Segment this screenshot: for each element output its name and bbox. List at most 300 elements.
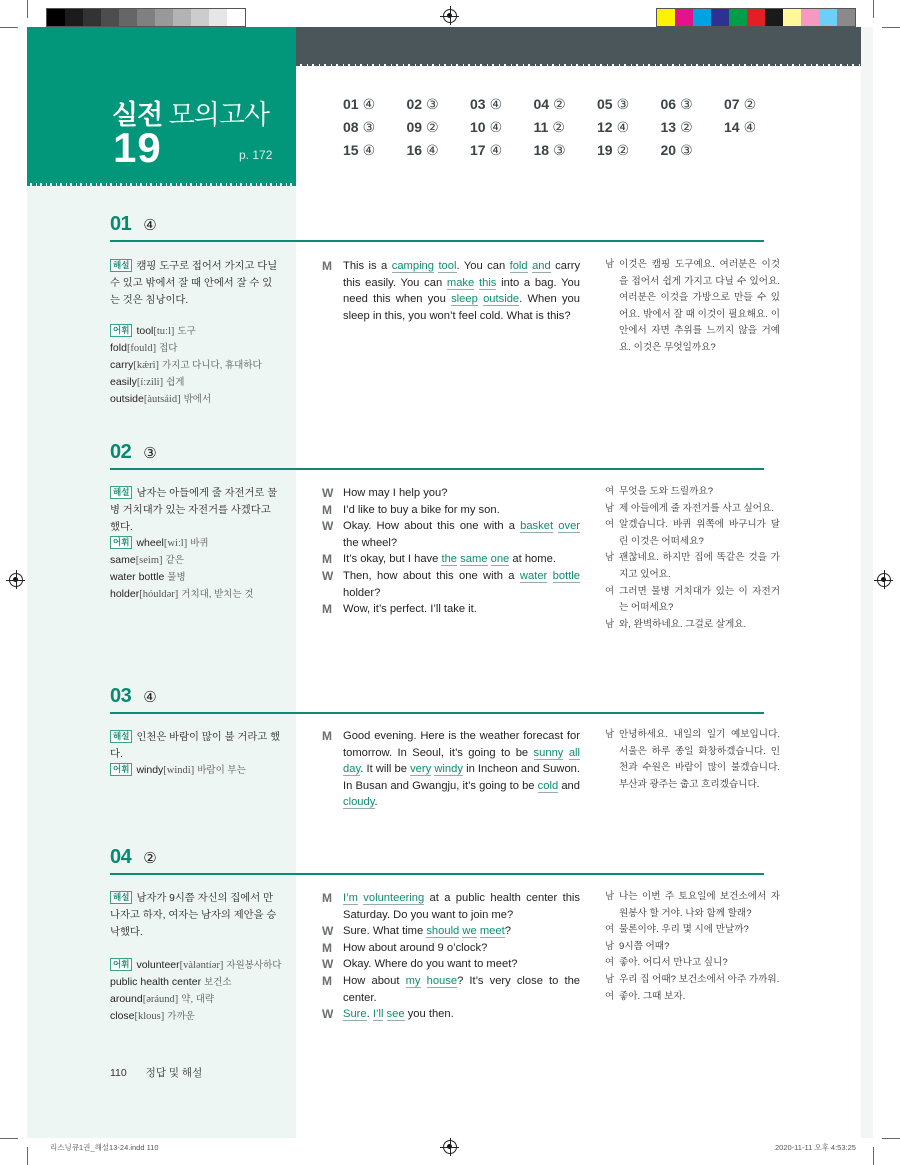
script-fragment — [547, 570, 552, 582]
dictation-answer: camping — [391, 260, 435, 272]
speaker-label: 여 — [605, 990, 615, 1002]
color-swatch — [83, 9, 101, 26]
vocab-word: volunteer — [136, 959, 180, 971]
translation-text: 우리 집 어때? 보건소에서 아주 가까워. — [619, 973, 780, 985]
vocab-item — [110, 586, 290, 603]
question-number: 19 — [597, 142, 613, 158]
question-number: 18 — [533, 142, 550, 158]
listening-script — [322, 728, 580, 811]
vocab-pronunciation: [əráund] — [142, 994, 179, 1005]
page-reference: p. 172 — [239, 148, 273, 162]
vocab-item — [110, 957, 290, 974]
vocab-meaning: 보건소 — [204, 977, 232, 988]
vocab-word: outside — [110, 393, 144, 405]
dictation-answer: water — [519, 569, 548, 582]
vocab-pronunciation: [kǽri] — [133, 360, 160, 371]
vocab-item — [110, 552, 290, 569]
vocab-meaning: 쉽게 — [166, 377, 185, 388]
dictation-answer: meet — [479, 925, 505, 938]
script-fragment: . It will be — [360, 763, 411, 776]
vocab-item — [110, 762, 290, 779]
color-swatch — [765, 9, 783, 26]
vocabulary-list — [110, 957, 290, 1025]
vocab-pronunciation: [klous] — [134, 1011, 165, 1022]
section-divider — [110, 240, 764, 242]
registration-mark-icon — [9, 573, 23, 587]
script-fragment: Then, how about this one with a — [343, 569, 520, 582]
vocab-pronunciation: [hóuldər] — [139, 589, 179, 600]
dictation-answer: sleep — [451, 293, 478, 306]
title-light: 모의고사 — [168, 100, 270, 130]
answer-choice: ③ — [426, 96, 439, 112]
answer-key-item — [407, 119, 471, 137]
right-edge-strip — [861, 27, 873, 1138]
script-fragment: . — [366, 1008, 373, 1021]
vocab-word: fold — [110, 342, 127, 354]
script-line — [322, 485, 580, 502]
question-heading — [110, 213, 157, 236]
speaker-label: 여 — [605, 924, 615, 936]
answer-choice: ③ — [362, 119, 376, 135]
question-number: 04 — [533, 96, 550, 112]
vocab-meaning: 밖에서 — [183, 394, 212, 405]
translation-line — [605, 989, 780, 1006]
section-divider — [110, 873, 764, 875]
script-line — [322, 568, 580, 601]
answer-choice: ② — [426, 119, 439, 135]
answer-choice: ② — [616, 142, 630, 158]
crop-mark — [882, 1138, 900, 1139]
question-number: 02 — [406, 96, 423, 112]
registration-mark-icon — [443, 1140, 457, 1154]
answer-choice: ④ — [362, 96, 376, 112]
vocab-word: carry — [110, 359, 134, 371]
script-line — [322, 890, 580, 923]
vocab-word: same — [110, 554, 136, 566]
dictation-answer: make — [446, 276, 475, 289]
vocab-word: easily — [110, 376, 137, 388]
vocab-item — [110, 535, 290, 552]
crop-mark — [882, 27, 900, 28]
answer-choice: ④ — [489, 142, 503, 158]
question-number: 04 — [110, 846, 132, 868]
script-fragment: It’s okay, but I have — [343, 553, 442, 566]
color-swatch — [155, 9, 173, 26]
script-text — [343, 485, 580, 502]
vocabulary-list — [110, 535, 290, 603]
answer-choice: ④ — [489, 96, 503, 112]
vocab-pronunciation: [wiːl] — [163, 538, 188, 549]
vocab-item — [110, 357, 290, 374]
question-number: 12 — [597, 119, 613, 135]
script-fragment: I’d like to buy a bike for my son. — [343, 503, 500, 516]
dictation-answer: we — [462, 925, 477, 938]
script-text — [343, 551, 580, 568]
explanation — [110, 729, 282, 763]
answer-choice: ④ — [362, 142, 376, 158]
vocab-pronunciation: [àutsáid] — [143, 394, 181, 405]
vocabulary-tag: 어휘 — [110, 536, 132, 549]
vocab-word: holder — [110, 588, 140, 600]
answer-key-item — [724, 96, 788, 114]
answer-choice: ④ — [489, 119, 503, 135]
vocab-pronunciation: [íːzili] — [136, 377, 164, 388]
speaker-label: 여 — [605, 957, 615, 969]
section-divider — [110, 468, 764, 470]
speaker-label: M — [322, 940, 332, 955]
script-fragment: . You can — [456, 260, 510, 272]
script-text — [343, 956, 580, 973]
vocab-word: close — [110, 1010, 135, 1022]
translation-line — [605, 517, 780, 550]
dictation-answer: windy — [434, 763, 463, 776]
dictation-answer: same — [460, 553, 488, 566]
vocab-meaning: 자원봉사하다 — [226, 960, 282, 971]
vocab-item — [110, 569, 290, 586]
translation-text: 그러면 물병 거치대가 있는 이 자전거는 어떠세요? — [619, 585, 780, 614]
explanation-text: 인천은 바람이 많이 불 거라고 했다. — [110, 732, 281, 760]
speaker-label: M — [322, 552, 332, 567]
translation-line — [605, 955, 780, 972]
script-fragment — [563, 747, 568, 759]
vocab-pronunciation: [windi] — [163, 765, 195, 776]
script-line — [322, 923, 580, 940]
dictation-answer: very — [410, 763, 432, 776]
section-divider — [110, 712, 764, 714]
question-answer: ④ — [143, 689, 157, 706]
answer-key-item — [407, 142, 471, 160]
answer-choice: ④ — [616, 119, 630, 135]
translation-line — [605, 257, 780, 357]
vocab-item — [110, 974, 290, 991]
color-swatch — [191, 9, 209, 26]
script-fragment — [421, 975, 427, 987]
dictation-answer: fold — [509, 260, 528, 272]
translation-text: 무엇을 도와 드릴까요? — [619, 486, 714, 497]
vocab-pronunciation: [tuːl] — [153, 326, 175, 337]
color-swatch — [819, 9, 837, 26]
dictation-answer: should — [426, 925, 460, 938]
question-number: 17 — [470, 142, 486, 158]
vocab-word: water bottle — [110, 571, 165, 583]
slug-filename: 리스닝큐1권_해설13-24.indd 110 — [50, 1143, 159, 1152]
speaker-label: W — [322, 568, 334, 583]
vocab-meaning: 물병 — [167, 572, 186, 583]
vocab-meaning: 같은 — [165, 555, 184, 566]
vocab-meaning: 접다 — [159, 343, 178, 354]
korean-translation — [605, 484, 780, 633]
translation-text: 물론이야. 우리 몇 시에 만날까? — [619, 924, 749, 936]
explanation — [110, 890, 282, 941]
color-swatch — [173, 9, 191, 26]
speaker-label: 남 — [605, 502, 615, 514]
answer-choice: ② — [680, 119, 693, 135]
vocabulary-tag: 어휘 — [110, 763, 132, 776]
answer-key-item — [470, 96, 534, 114]
answer-key-item — [661, 142, 725, 160]
script-fragment: you then. — [404, 1008, 454, 1021]
translation-line — [605, 617, 780, 634]
vocab-item — [110, 323, 290, 340]
dictation-answer: I’ll — [372, 1008, 384, 1021]
script-fragment: This is a — [343, 260, 392, 272]
speaker-label: W — [322, 957, 334, 972]
answer-key-item — [343, 96, 407, 114]
answer-choice: ④ — [426, 142, 439, 158]
answer-key-item — [470, 142, 534, 160]
translation-text: 제 아들에게 줄 자전거를 사고 싶어요. — [619, 502, 775, 514]
translation-text: 9시쯤 어때? — [619, 940, 670, 952]
script-fragment: . — [374, 796, 378, 809]
dictation-answer: see — [386, 1008, 405, 1021]
color-swatch — [47, 9, 65, 26]
script-text — [343, 568, 580, 601]
script-fragment: How about around 9 o’clock? — [343, 941, 488, 954]
test-number: 19 — [113, 124, 162, 171]
speaker-label: 남 — [605, 940, 615, 952]
dictation-answer: and — [532, 260, 551, 272]
vocab-item — [110, 340, 290, 357]
answer-choice: ② — [553, 96, 566, 112]
answer-choice: ② — [552, 119, 565, 135]
vocab-meaning: 바퀴 — [190, 538, 209, 549]
question-number: 11 — [533, 119, 549, 135]
script-line — [322, 956, 580, 973]
slug-timestamp: 2020-11-11 오후 4:53:25 — [775, 1143, 856, 1152]
script-fragment: How about — [343, 974, 406, 987]
listening-script — [322, 890, 580, 1023]
speaker-label: 남 — [605, 973, 615, 985]
dictation-answer: the — [441, 553, 458, 566]
vocab-meaning: 가지고 다니다, 휴대하다 — [162, 360, 262, 371]
color-swatch — [227, 9, 245, 26]
answer-key-item — [343, 142, 407, 160]
dictation-answer: house — [426, 974, 458, 987]
dictation-answer: outside — [483, 293, 520, 306]
vocab-pronunciation: [seim] — [135, 555, 163, 566]
footer-label: 정답 및 해설 — [145, 1067, 203, 1079]
translation-text: 알겠습니다. 바퀴 위쪽에 바구니가 달린 이것은 어떠세요? — [619, 519, 780, 547]
explanation-tag: 해설 — [110, 259, 132, 272]
crop-mark — [27, 0, 28, 18]
dictation-answer: over — [558, 520, 581, 533]
question-number: 10 — [470, 119, 486, 135]
script-line — [322, 551, 580, 568]
script-line — [322, 940, 580, 957]
vocab-word: windy — [136, 764, 164, 776]
vocab-meaning: 도구 — [177, 326, 196, 337]
speaker-label: 남 — [605, 891, 615, 902]
script-fragment: Okay. How about this one with a — [343, 520, 521, 533]
title-bold: 실전 — [112, 100, 163, 130]
speaker-label: M — [322, 973, 332, 988]
script-fragment: Okay. Where do you want to meet? — [343, 958, 518, 971]
color-swatch — [729, 9, 747, 26]
translation-line — [605, 501, 780, 518]
speaker-label: M — [322, 602, 332, 617]
script-fragment: ? It’s very close to the center. — [343, 974, 581, 1004]
script-text — [343, 258, 580, 324]
question-number: 03 — [470, 96, 486, 112]
question-answer: ③ — [143, 445, 157, 462]
translation-line — [605, 550, 780, 583]
answer-key-item — [534, 96, 598, 114]
translation-line — [605, 939, 780, 956]
script-line — [322, 258, 580, 324]
color-swatch — [747, 9, 765, 26]
translation-text: 안녕하세요. 내일의 일기 예보입니다. 서울은 하루 종일 화창하겠습니다. 인천과 수원은 바람이 많이 불겠습니다. 부산과 광주는 춥고 흐리겠습니다. — [619, 729, 780, 790]
script-line — [322, 601, 580, 618]
translation-text: 나는 이번 주 토요일에 보건소에서 자원봉사 할 거야. 나와 함께 할래? — [619, 891, 780, 919]
answer-choice: ③ — [616, 96, 630, 112]
translation-text: 이것은 캠핑 도구예요. 여러분은 이것을 접어서 쉽게 가지고 다닐 수 있어요. 여러분은 이것을 가방으로 만들 수 있어요. 밖에서 잘 때 이것이 필요해요. 이 안에서 자면 추위를 느끼지 않을 거예요. 이것은 무엇일까요? — [619, 259, 780, 353]
dictation-answer: volunteering — [363, 892, 425, 904]
crop-mark — [0, 27, 18, 28]
speaker-label: 여 — [605, 519, 615, 531]
answer-choice: ④ — [743, 119, 757, 135]
question-number: 16 — [406, 142, 423, 158]
grayscale-color-bar — [46, 8, 246, 27]
question-number: 09 — [406, 119, 423, 135]
dictation-answer: Sure — [343, 1008, 367, 1021]
script-line — [322, 518, 580, 551]
vocab-meaning: 약, 대략 — [181, 994, 215, 1005]
script-text — [343, 518, 580, 551]
vocab-item — [110, 374, 290, 391]
speaker-label: 남 — [605, 552, 615, 564]
answer-key-grid — [343, 96, 788, 160]
script-fragment: holder? — [343, 586, 381, 599]
question-heading — [110, 685, 157, 708]
vocabulary-list — [110, 323, 290, 408]
script-text — [343, 1006, 580, 1023]
vocab-meaning: 거치대, 받치는 것 — [181, 589, 254, 600]
explanation-text: 남자가 9시쯤 자신의 집에서 만나자고 하자, 여자는 남자의 제안을 승낙했다. — [110, 893, 277, 938]
crop-mark — [873, 1147, 874, 1165]
page-number: 110 — [110, 1067, 127, 1079]
speaker-label: W — [322, 486, 334, 500]
vocab-item — [110, 391, 290, 408]
script-text — [343, 973, 580, 1006]
script-text — [343, 890, 580, 923]
question-number: 13 — [660, 119, 677, 135]
script-text — [343, 923, 580, 940]
answer-key-item — [724, 119, 788, 137]
korean-translation — [605, 257, 780, 357]
translation-line — [605, 584, 780, 617]
question-heading — [110, 846, 157, 869]
speaker-label: M — [322, 259, 332, 273]
speaker-label: M — [322, 729, 332, 743]
explanation — [110, 485, 282, 536]
speaker-label: 여 — [605, 486, 615, 497]
vocab-pronunciation: [vàləntíər] — [179, 960, 224, 971]
question-number: 08 — [343, 119, 359, 135]
answer-key-item — [661, 96, 725, 114]
translation-line — [605, 972, 780, 989]
translation-line — [605, 889, 780, 922]
script-line — [322, 502, 580, 519]
crop-mark — [27, 1147, 28, 1165]
answer-key-item — [597, 96, 661, 114]
vocab-item — [110, 1008, 290, 1025]
dictation-answer: basket — [520, 520, 554, 533]
script-fragment: carry this easily. You can — [343, 260, 581, 289]
answer-choice: ③ — [553, 142, 566, 158]
answer-key-item — [597, 142, 661, 160]
dictation-answer: sunny — [533, 746, 564, 759]
speaker-label: W — [322, 1007, 334, 1022]
dictation-answer: all — [568, 746, 581, 759]
answer-key-item — [534, 119, 598, 137]
vocab-item — [110, 991, 290, 1008]
vocab-meaning: 가까운 — [167, 1011, 195, 1022]
script-fragment: in Incheon and Suwon. In Busan and Gwangju, it’s going to be — [343, 763, 580, 792]
answer-choice: ③ — [680, 96, 693, 112]
translation-line — [605, 922, 780, 939]
translation-text: 괜찮네요. 하지만 집에 똑같은 것을 가지고 있어요. — [619, 552, 780, 580]
question-number: 15 — [343, 142, 359, 158]
translation-line — [605, 484, 780, 501]
script-fragment: ? — [504, 925, 511, 938]
question-number: 03 — [110, 685, 132, 707]
question-heading — [110, 441, 157, 464]
color-swatch — [837, 9, 855, 26]
answer-key-item — [534, 142, 598, 160]
dictation-answer: this — [478, 276, 497, 289]
script-fragment: the wheel? — [343, 536, 398, 549]
script-line — [322, 1006, 580, 1023]
script-text — [343, 502, 580, 519]
question-number: 14 — [724, 119, 740, 135]
crop-mark — [0, 1138, 18, 1139]
answer-key-item — [343, 119, 407, 137]
explanation-tag: 해설 — [110, 730, 132, 743]
vocab-word: around — [110, 993, 143, 1005]
question-number: 01 — [343, 96, 359, 112]
answer-key-item — [597, 119, 661, 137]
explanation-text: 남자는 아들에게 줄 자전거로 물병 거치대가 있는 자전거를 사겠다고 했다. — [110, 488, 278, 533]
translation-text: 좋아. 어디서 만나고 싶니? — [619, 957, 728, 969]
listening-script — [322, 485, 580, 618]
speaker-label: 남 — [605, 618, 615, 630]
answer-key-item — [661, 119, 725, 137]
vocabulary-tag: 어휘 — [110, 324, 132, 337]
question-number: 06 — [660, 96, 677, 112]
page-footer — [110, 1065, 202, 1080]
vocabulary-list — [110, 762, 290, 779]
speaker-label: W — [322, 924, 334, 939]
question-number: 02 — [110, 441, 132, 463]
question-answer: ② — [143, 850, 157, 867]
korean-translation — [605, 727, 780, 793]
translation-text: 좋아. 그때 보자. — [619, 990, 686, 1002]
script-fragment: at home. — [509, 553, 556, 566]
translation-text: 와, 완벽하네요. 그걸로 살게요. — [619, 618, 747, 630]
script-fragment: How may I help you? — [343, 487, 448, 499]
dictation-answer: bottle — [552, 569, 581, 582]
question-answer: ④ — [143, 217, 157, 234]
explanation-tag: 해설 — [110, 486, 132, 499]
script-fragment: and — [558, 779, 581, 792]
registration-mark-icon — [443, 9, 457, 23]
script-fragment: at a public health center this Saturday. Do you want to join me? — [343, 892, 581, 921]
speaker-label: 여 — [605, 585, 615, 597]
speaker-label: M — [322, 502, 332, 517]
answer-key-item — [407, 96, 471, 114]
speaker-label: M — [322, 891, 332, 905]
translation-line — [605, 727, 780, 793]
